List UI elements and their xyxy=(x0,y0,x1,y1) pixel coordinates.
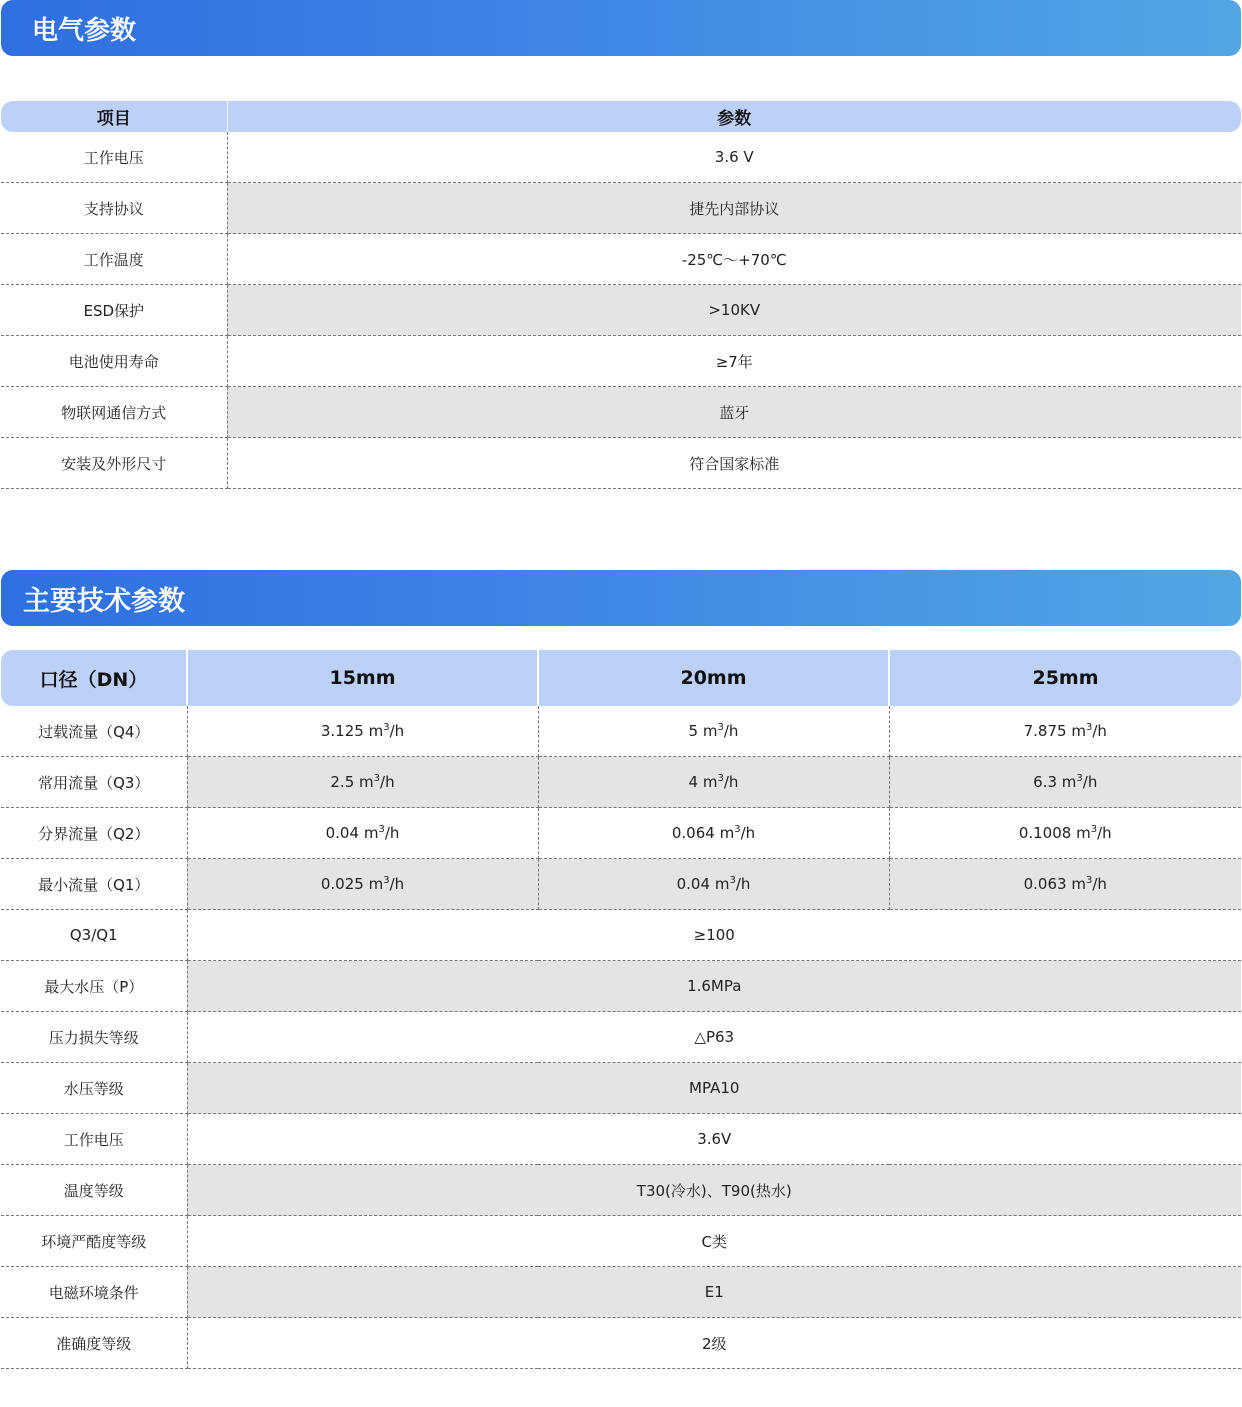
section-title-text: 主要技术参数 xyxy=(23,585,185,617)
flow-value-15mm: 2.5 $m^3/h$ xyxy=(187,757,538,808)
row-label: 工作电压 xyxy=(1,1114,187,1165)
row-value: 符合国家标准 xyxy=(227,438,1241,489)
row-label: 最小流量（Q1） xyxy=(1,859,187,910)
table-row xyxy=(1,285,1241,336)
table-row xyxy=(1,336,1241,387)
row-label: 安装及外形尺寸 xyxy=(1,438,227,489)
section-title-technical xyxy=(1,570,1241,626)
flow-value-15mm: 0.04 $m^3/h$ xyxy=(187,808,538,859)
row-value: 3.6 V xyxy=(227,132,1241,183)
table-row xyxy=(1,808,1241,859)
row-value: ≥100 xyxy=(187,910,1241,961)
table-row xyxy=(1,387,1241,438)
row-value: △P63 xyxy=(187,1012,1241,1063)
flow-value-25mm: 0.063 $m^3/h$ xyxy=(889,859,1241,910)
flow-value-25mm: 7.875 $m^3/h$ xyxy=(889,706,1241,757)
table-row xyxy=(1,183,1241,234)
table-row xyxy=(1,234,1241,285)
row-label: 过载流量（Q4） xyxy=(1,706,187,757)
table-row xyxy=(1,961,1241,1012)
row-label: 水压等级 xyxy=(1,1063,187,1114)
row-label: 支持协议 xyxy=(1,183,227,234)
row-label: 压力损失等级 xyxy=(1,1012,187,1063)
header-25mm: 25mm xyxy=(889,650,1241,706)
flow-value-25mm: 0.1008 $m^3/h$ xyxy=(889,808,1241,859)
flow-value-15mm: 0.025 $m^3/h$ xyxy=(187,859,538,910)
flow-value-20mm: 0.04 $m^3/h$ xyxy=(538,859,889,910)
table-row xyxy=(1,1012,1241,1063)
header-20mm: 20mm xyxy=(538,650,889,706)
row-label: 分界流量（Q2） xyxy=(1,808,187,859)
electrical-params-table xyxy=(1,101,1241,489)
flow-value-20mm: 4 $m^3/h$ xyxy=(538,757,889,808)
table-row xyxy=(1,859,1241,910)
section-title-text: 电气参数 xyxy=(32,15,137,46)
row-label: 电池使用寿命 xyxy=(1,336,227,387)
table-row xyxy=(1,132,1241,183)
row-label: 工作温度 xyxy=(1,234,227,285)
header-15mm: 15mm xyxy=(187,650,538,706)
flow-value-20mm: 5 $m^3/h$ xyxy=(538,706,889,757)
table-header-row xyxy=(1,101,1241,132)
table-row xyxy=(1,1216,1241,1267)
row-value: 2级 xyxy=(187,1318,1241,1369)
table-header-row xyxy=(1,650,1241,706)
section-title-electrical xyxy=(1,0,1241,56)
table-row xyxy=(1,757,1241,808)
table-row xyxy=(1,1165,1241,1216)
row-value: E1 xyxy=(187,1267,1241,1318)
technical-params-table xyxy=(1,650,1241,1369)
row-value: C类 xyxy=(187,1216,1241,1267)
table-row xyxy=(1,1114,1241,1165)
row-value: >10KV xyxy=(227,285,1241,336)
row-label: 常用流量（Q3） xyxy=(1,757,187,808)
table-row xyxy=(1,1063,1241,1114)
row-label: 准确度等级 xyxy=(1,1318,187,1369)
row-value: -25℃～+70℃ xyxy=(227,234,1241,285)
flow-value-20mm: 0.064 $m^3/h$ xyxy=(538,808,889,859)
table-row xyxy=(1,1267,1241,1318)
table-row xyxy=(1,706,1241,757)
row-value: T30(冷水)、T90(热水) xyxy=(187,1165,1241,1216)
row-label: 物联网通信方式 xyxy=(1,387,227,438)
row-value: 1.6MPa xyxy=(187,961,1241,1012)
row-label: Q3/Q1 xyxy=(1,910,187,961)
table-row xyxy=(1,1318,1241,1369)
flow-value-25mm: 6.3 $m^3/h$ xyxy=(889,757,1241,808)
header-diameter: 口径（DN） xyxy=(1,650,187,706)
row-value: ≥7年 xyxy=(227,336,1241,387)
header-item: 项目 xyxy=(1,101,227,132)
header-param: 参数 xyxy=(227,101,1241,132)
row-label: 温度等级 xyxy=(1,1165,187,1216)
table-row xyxy=(1,910,1241,961)
row-label: ESD保护 xyxy=(1,285,227,336)
row-value: 捷先内部协议 xyxy=(227,183,1241,234)
row-label: 工作电压 xyxy=(1,132,227,183)
table-row xyxy=(1,438,1241,489)
row-value: MPA10 xyxy=(187,1063,1241,1114)
row-label: 环境严酷度等级 xyxy=(1,1216,187,1267)
row-label: 最大水压（P） xyxy=(1,961,187,1012)
row-value: 蓝牙 xyxy=(227,387,1241,438)
row-value: 3.6V xyxy=(187,1114,1241,1165)
row-label: 电磁环境条件 xyxy=(1,1267,187,1318)
flow-value-15mm: 3.125 $m^3/h$ xyxy=(187,706,538,757)
